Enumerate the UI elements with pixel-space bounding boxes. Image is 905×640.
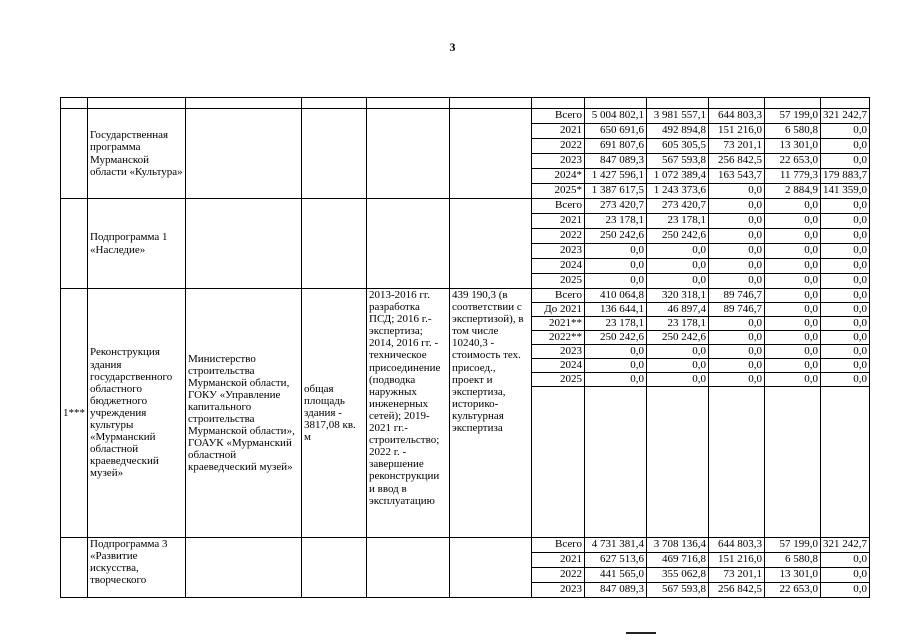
- value-cell: 627 513,6: [585, 553, 647, 568]
- value-cell: 847 089,3: [585, 154, 647, 169]
- value-cell: 89 746,7: [709, 289, 765, 303]
- value-cell: 1 427 596,1: [585, 169, 647, 184]
- table-row: [61, 289, 870, 303]
- value-cell: 0,0: [821, 199, 870, 214]
- year-cell: 2024: [532, 259, 585, 274]
- sub3-cost-cell: [450, 538, 532, 598]
- value-cell: 136 644,1: [585, 303, 647, 317]
- year-cell: 2025: [532, 274, 585, 289]
- value-cell: 410 064,8: [585, 289, 647, 303]
- value-cell: 6 580,8: [765, 553, 821, 568]
- value-cell: 250 242,6: [647, 331, 709, 345]
- sub1-capacity-cell: [302, 199, 367, 289]
- value-cell: 1 072 389,4: [647, 169, 709, 184]
- value-cell: 0,0: [765, 274, 821, 289]
- value-cell: 0,0: [765, 373, 821, 387]
- value-cell: 469 716,8: [647, 553, 709, 568]
- value-cell: 0,0: [709, 274, 765, 289]
- culture-timeline-cell: [367, 109, 450, 199]
- year-cell: 2022: [532, 568, 585, 583]
- year-cell: 2024*: [532, 169, 585, 184]
- value-cell: 567 593,8: [647, 154, 709, 169]
- value-cell: 73 201,1: [709, 568, 765, 583]
- filler-cell: [585, 387, 647, 538]
- filler-cell: [532, 387, 585, 538]
- value-cell: 321 242,7: [821, 109, 870, 124]
- year-cell: 2023: [532, 154, 585, 169]
- project-capacity-cell: общая площадь здания - 3817,08 кв. м: [302, 289, 367, 538]
- value-cell: 0,0: [585, 244, 647, 259]
- year-cell: 2025*: [532, 184, 585, 199]
- value-cell: 0,0: [585, 359, 647, 373]
- sub1-timeline-cell: [367, 199, 450, 289]
- value-cell: 0,0: [765, 317, 821, 331]
- value-cell: 0,0: [709, 259, 765, 274]
- value-cell: 0,0: [821, 259, 870, 274]
- year-cell: 2022**: [532, 331, 585, 345]
- value-cell: 0,0: [821, 583, 870, 598]
- value-cell: 89 746,7: [709, 303, 765, 317]
- year-cell: 2023: [532, 244, 585, 259]
- value-cell: 4 731 381,4: [585, 538, 647, 553]
- value-cell: 650 691,6: [585, 124, 647, 139]
- value-cell: 0,0: [821, 124, 870, 139]
- program-table: [60, 97, 870, 598]
- value-cell: 320 318,1: [647, 289, 709, 303]
- value-cell: 0,0: [821, 139, 870, 154]
- value-cell: 0,0: [709, 184, 765, 199]
- sub1-executor-cell: [186, 199, 302, 289]
- value-cell: 644 803,3: [709, 109, 765, 124]
- value-cell: 0,0: [647, 345, 709, 359]
- header-spacer-row: [61, 98, 870, 109]
- value-cell: 23 178,1: [647, 214, 709, 229]
- value-cell: 57 199,0: [765, 538, 821, 553]
- value-cell: 0,0: [709, 199, 765, 214]
- value-cell: 22 653,0: [765, 154, 821, 169]
- value-cell: 273 420,7: [647, 199, 709, 214]
- year-cell: До 2021: [532, 303, 585, 317]
- value-cell: 0,0: [821, 214, 870, 229]
- culture-name-cell: Государственная программа Мурманской области «Культура»: [88, 109, 186, 199]
- year-cell: 2021: [532, 124, 585, 139]
- value-cell: 0,0: [647, 259, 709, 274]
- value-cell: 0,0: [821, 154, 870, 169]
- value-cell: 11 779,3: [765, 169, 821, 184]
- value-cell: 0,0: [821, 317, 870, 331]
- value-cell: 0,0: [647, 244, 709, 259]
- value-cell: 73 201,1: [709, 139, 765, 154]
- year-cell: Всего: [532, 109, 585, 124]
- project-name-cell: Реконструкция здания государственного областного бюджетного учреждения культуры «Мурманский областной краеведческий музей»: [88, 289, 186, 538]
- value-cell: 0,0: [821, 373, 870, 387]
- value-cell: 0,0: [821, 553, 870, 568]
- culture-capacity-cell: [302, 109, 367, 199]
- value-cell: 0,0: [765, 359, 821, 373]
- project-cost-cell: 439 190,3 (в соответствии с экспертизой), в том числе 10240,3 - стоимость тех. присоед., проект и экспертиза, историко-культурная экспертиза: [450, 289, 532, 538]
- year-cell: 2024: [532, 359, 585, 373]
- year-cell: Всего: [532, 199, 585, 214]
- filler-cell: [647, 387, 709, 538]
- value-cell: 13 301,0: [765, 568, 821, 583]
- value-cell: 0,0: [821, 274, 870, 289]
- value-cell: 0,0: [765, 259, 821, 274]
- value-cell: 355 062,8: [647, 568, 709, 583]
- value-cell: 0,0: [765, 303, 821, 317]
- year-cell: 2022: [532, 229, 585, 244]
- value-cell: 0,0: [709, 373, 765, 387]
- value-cell: 0,0: [585, 259, 647, 274]
- value-cell: 0,0: [709, 331, 765, 345]
- value-cell: 3 708 136,4: [647, 538, 709, 553]
- table-row: [61, 109, 870, 124]
- value-cell: 0,0: [821, 229, 870, 244]
- page-number: 3: [449, 40, 456, 54]
- value-cell: 0,0: [765, 331, 821, 345]
- value-cell: 0,0: [709, 345, 765, 359]
- value-cell: 23 178,1: [585, 214, 647, 229]
- value-cell: 0,0: [585, 345, 647, 359]
- filler-cell: [821, 387, 870, 538]
- sub3-capacity-cell: [302, 538, 367, 598]
- value-cell: 492 894,8: [647, 124, 709, 139]
- value-cell: 13 301,0: [765, 139, 821, 154]
- value-cell: 57 199,0: [765, 109, 821, 124]
- table-row: [61, 199, 870, 214]
- value-cell: 847 089,3: [585, 583, 647, 598]
- filler-cell: [765, 387, 821, 538]
- value-cell: 6 580,8: [765, 124, 821, 139]
- value-cell: 441 565,0: [585, 568, 647, 583]
- value-cell: 0,0: [647, 359, 709, 373]
- value-cell: 250 242,6: [585, 229, 647, 244]
- value-cell: 691 807,6: [585, 139, 647, 154]
- value-cell: 0,0: [821, 303, 870, 317]
- value-cell: 0,0: [765, 289, 821, 303]
- value-cell: 0,0: [821, 568, 870, 583]
- value-cell: 0,0: [765, 199, 821, 214]
- value-cell: 151 216,0: [709, 553, 765, 568]
- filler-cell: [709, 387, 765, 538]
- year-cell: 2025: [532, 373, 585, 387]
- sub3-number-cell: [61, 538, 88, 598]
- value-cell: 0,0: [765, 229, 821, 244]
- value-cell: 0,0: [821, 289, 870, 303]
- value-cell: 0,0: [821, 359, 870, 373]
- year-cell: 2023: [532, 583, 585, 598]
- culture-number-cell: [61, 109, 88, 199]
- value-cell: 644 803,3: [709, 538, 765, 553]
- value-cell: 179 883,7: [821, 169, 870, 184]
- value-cell: 1 387 617,5: [585, 184, 647, 199]
- value-cell: 0,0: [709, 359, 765, 373]
- year-cell: Всего: [532, 538, 585, 553]
- table-row: [61, 538, 870, 553]
- year-cell: 2021**: [532, 317, 585, 331]
- value-cell: 0,0: [709, 317, 765, 331]
- value-cell: 1 243 373,6: [647, 184, 709, 199]
- year-cell: 2021: [532, 214, 585, 229]
- value-cell: 46 897,4: [647, 303, 709, 317]
- value-cell: 256 842,5: [709, 154, 765, 169]
- year-cell: 2023: [532, 345, 585, 359]
- value-cell: 22 653,0: [765, 583, 821, 598]
- value-cell: 256 842,5: [709, 583, 765, 598]
- sub1-name-cell: Подпрограмма 1 «Наследие»: [88, 199, 186, 289]
- value-cell: 0,0: [765, 214, 821, 229]
- table-body: [61, 98, 870, 598]
- value-cell: 5 004 802,1: [585, 109, 647, 124]
- value-cell: 0,0: [765, 345, 821, 359]
- sub3-executor-cell: [186, 538, 302, 598]
- sub3-name-cell: Подпрограмма 3 «Развитие искусства, творческого: [88, 538, 186, 598]
- sub3-timeline-cell: [367, 538, 450, 598]
- value-cell: 3 981 557,1: [647, 109, 709, 124]
- sub1-number-cell: [61, 199, 88, 289]
- value-cell: 2 884,9: [765, 184, 821, 199]
- year-cell: Всего: [532, 289, 585, 303]
- value-cell: 605 305,5: [647, 139, 709, 154]
- value-cell: 0,0: [585, 373, 647, 387]
- value-cell: 0,0: [821, 331, 870, 345]
- value-cell: 567 593,8: [647, 583, 709, 598]
- value-cell: 250 242,6: [585, 331, 647, 345]
- value-cell: 0,0: [585, 274, 647, 289]
- sub1-cost-cell: [450, 199, 532, 289]
- project-executor-cell: Министерство строительства Мурманской области, ГОКУ «Управление капитального строительства Мурманской области», ГОАУК «Мурманский областной краеведческий музей»: [186, 289, 302, 538]
- value-cell: 151 216,0: [709, 124, 765, 139]
- value-cell: 0,0: [821, 345, 870, 359]
- value-cell: 0,0: [765, 244, 821, 259]
- value-cell: 0,0: [709, 214, 765, 229]
- value-cell: 0,0: [821, 244, 870, 259]
- value-cell: 0,0: [647, 373, 709, 387]
- year-cell: 2022: [532, 139, 585, 154]
- scan-mark: [626, 632, 656, 634]
- project-timeline-cell: 2013-2016 гг. разработка ПСД; 2016 г.- экспертиза; 2014, 2016 гг. - техническое присоединение (подводка наружных инженерных сетей); 2019-2021 гг.- строительство; 2022 г. - завершение реконструкции и ввод в эксплуатацию: [367, 289, 450, 538]
- value-cell: 23 178,1: [585, 317, 647, 331]
- value-cell: 0,0: [709, 244, 765, 259]
- value-cell: 321 242,7: [821, 538, 870, 553]
- value-cell: 0,0: [709, 229, 765, 244]
- project-number-cell: 1***: [61, 289, 88, 538]
- value-cell: 23 178,1: [647, 317, 709, 331]
- year-cell: 2021: [532, 553, 585, 568]
- value-cell: 141 359,0: [821, 184, 870, 199]
- culture-cost-cell: [450, 109, 532, 199]
- culture-executor-cell: [186, 109, 302, 199]
- value-cell: 163 543,7: [709, 169, 765, 184]
- value-cell: 250 242,6: [647, 229, 709, 244]
- value-cell: 273 420,7: [585, 199, 647, 214]
- value-cell: 0,0: [647, 274, 709, 289]
